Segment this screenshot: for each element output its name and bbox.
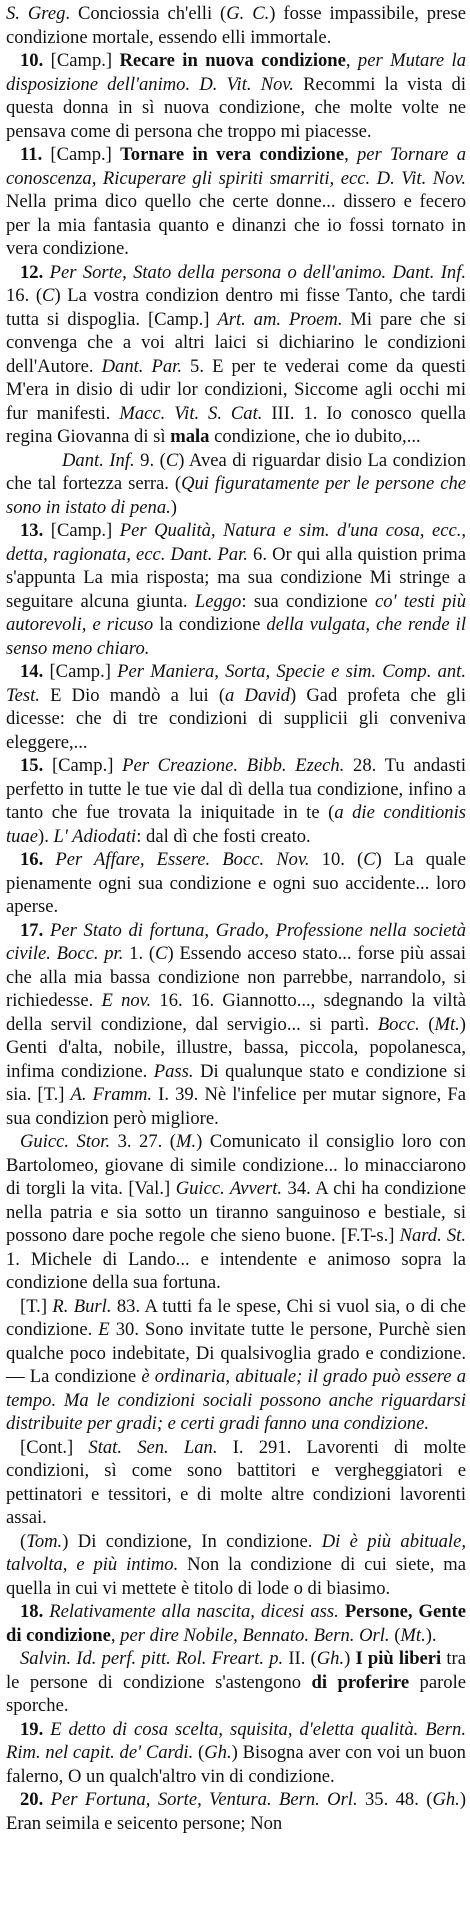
text-run: R. Burl. <box>52 1295 112 1317</box>
text-run: [Cont.] <box>20 1436 89 1458</box>
text-run: condizione, che io dubito,... <box>209 426 421 447</box>
text-run: Gh. <box>432 1789 460 1810</box>
text-run: per Tornare a conoscenza, Ricuperare gli spiriti smarriti, ecc. D. Vit. Nov. <box>6 144 467 189</box>
text-run: , <box>345 50 358 71</box>
text-run: Per Fortuna, Sorte, Ventura. Bern. Orl. <box>50 1789 358 1810</box>
text-run: M. <box>176 1131 197 1152</box>
sense-number: 15. <box>20 755 44 776</box>
text-run: S. Greg <box>6 3 66 24</box>
text-run: 16. ( <box>6 285 43 306</box>
text-run: E <box>98 1319 110 1340</box>
entry-paragraph <box>6 261 466 449</box>
entry-paragraph <box>6 660 466 754</box>
entry-paragraph <box>6 1788 466 1835</box>
text-run: , <box>344 144 357 165</box>
text-run: [Camp.] <box>43 755 123 776</box>
text-run: Per Creazione. Bibb. Ezech. <box>122 755 345 776</box>
text-run: 1. Michele di Lando... e intendente e animoso sopra la condizione della sua fortuna. <box>6 1248 466 1293</box>
text-run: 10. ( <box>309 849 364 870</box>
sense-number: 19. <box>20 1718 44 1740</box>
text-run: : sua condizione <box>241 590 375 612</box>
text-run: ). <box>425 1624 437 1646</box>
text-run <box>43 849 55 870</box>
text-run: E nov. <box>101 990 152 1011</box>
text-run: A. Framm. <box>70 1084 153 1105</box>
entry-paragraph <box>6 49 466 143</box>
text-run: Per Affare, Essere. Bocc. Nov. <box>55 849 310 870</box>
text-run: 34. A chi ha condizione nella patria e sia sotto un tiranno sanguinoso e bestiale, si possono dare poche regole che sieno buone. [F.T-s.] <box>6 1178 467 1246</box>
text-run: 1. ( <box>123 943 156 964</box>
text-run: Gh. <box>316 1648 345 1669</box>
text-run: 35. 48. ( <box>357 1789 433 1810</box>
entry-paragraph <box>6 143 466 261</box>
entry-paragraph <box>6 519 466 660</box>
text-run: Di è più abituale, talvolta, e più intimo. <box>6 1530 466 1575</box>
text-run: 16. 16. Giannotto..., sdegnando la viltà della servil condizione, dal servigio... si partì. <box>6 990 466 1035</box>
text-run: ( <box>389 1624 401 1646</box>
text-run: ) La vostra condizion dentro mi fisse Tanto, che tardi tutta si dispoglia. [Camp.] <box>6 285 466 330</box>
text-run: I. 291. Lavorenti di molte condizioni, sì come sono battitori e vergheggiatori e pettinatori e tessitori, e di molte altre condizioni lavorenti assai. <box>6 1436 466 1528</box>
text-run: Per Qualità, Natura e sim. d'una cosa, ecc., detta, ragionata, ecc. Dant. Par. <box>6 520 467 565</box>
text-run: è ordinaria, abituale; il grado può essere a tempo. Ma le condizioni sociali possono anche riguardarsi distribuite per gradi; e certi gradi fanno una condizione. <box>6 1366 466 1434</box>
text-run: ) Genti d'alta, nobile, illustre, bassa, piccola, popolanesca, infima condizione. <box>6 1013 466 1082</box>
text-run: mala <box>170 426 210 447</box>
entry-paragraph <box>6 1600 466 1647</box>
text-run: Qui figuratamente per le persone che sono in istato di pena. <box>6 473 466 518</box>
text-run: Non la condizione di cui siete, ma quella in cui vi mettete è titolo di lode o di biasimo. <box>6 1554 466 1599</box>
text-run: ) fosse impassibile, prese condizione mortale, essendo elli immortale. <box>6 3 466 48</box>
text-run: [Camp.] <box>43 661 118 682</box>
sense-number: 11. <box>20 144 43 165</box>
text-run: Macc. Vit. S. Cat. <box>119 402 263 424</box>
text-run: [Camp.] <box>42 144 121 165</box>
sense-number: 17. <box>20 919 44 941</box>
sense-number: 13. <box>20 520 44 541</box>
text-run: a David <box>225 684 290 706</box>
entry-paragraph <box>6 1436 466 1530</box>
text-run: 28. Tu andasti perfetto in tutte le tue vie dal dì della tua condizione, infino a tanto che fue trovata la iniquitade in te ( <box>6 755 467 823</box>
text-run: 83. A tutti fa le spese, Chi si vuol sia, o di che condizione. <box>6 1295 466 1340</box>
sense-number: 10. <box>20 50 44 71</box>
text-run: [T.] <box>20 1295 53 1317</box>
text-run: della vulgata, che rende il senso meno chiaro. <box>6 614 466 659</box>
text-run: Mt. <box>400 1624 426 1646</box>
entry-paragraph <box>6 1130 466 1295</box>
text-run: Mi pare che si convenga che a voi altri laici si dichiarino le condizioni dell'Autore. <box>6 308 466 377</box>
text-run: ) Bisogna aver con voi un buon falerno, O un qualch'altro vin di condizione. <box>6 1742 466 1787</box>
text-run: 30. Sono invitate tutte le persone, Purchè sien qualche poco indebitate, Di qualsivoglia grado e condizione. — La condizione <box>6 1319 466 1387</box>
text-run: Tom. <box>26 1530 63 1552</box>
text-run: I. 39. Nè l'infelice per mutar signore, Fa sua condizion però migliore. <box>6 1084 466 1129</box>
text-run: Per Sorte, Stato della persona o dell'animo. Dant. Inf. <box>49 261 467 283</box>
text-run: la condizione <box>153 614 267 635</box>
text-run: co' testi più autorevoli, e ricuso <box>6 590 466 635</box>
entry-paragraph <box>6 1718 466 1789</box>
text-run: : dal dì che fosti creato. <box>136 825 311 847</box>
text-run: per Mutare la disposizione dell'animo. D. Vit. Nov. <box>6 50 467 95</box>
text-run: Mt. <box>434 1013 460 1035</box>
text-run: 6. Or qui alla quistion prima s'appunta La mia risposta; ma sua condizione Mi stringe a seguitare alcuna giunta. <box>6 543 466 612</box>
text-run: L' Adiodati <box>53 825 137 847</box>
text-run: I più liberi <box>355 1648 442 1669</box>
text-run: Bocc. <box>377 1013 420 1035</box>
text-run: ) La quale pienamente ogni sua condizione e ogni suo accidente... loro aperse. <box>6 849 466 917</box>
text-run: Gh. <box>204 1742 232 1763</box>
text-run: ) Di condizione, In condizione. <box>62 1530 322 1552</box>
text-run: Guicc. Stor. <box>20 1131 111 1152</box>
entry-paragraph <box>6 1647 466 1718</box>
entry-paragraph <box>6 1530 466 1601</box>
text-run: ( <box>419 1013 435 1035</box>
text-run: ) <box>344 1648 356 1669</box>
text-run: ) <box>170 496 177 518</box>
entry-paragraph <box>6 449 466 520</box>
text-run: Recommi la vista di questa donna in sì nuova condizione, che molte volte ne pensava come di persona che troppo mi piacesse. <box>6 73 467 142</box>
text-run: Dant. Par. <box>101 355 182 377</box>
text-run: Pass. <box>153 1060 194 1082</box>
text-run: Leggo <box>194 590 242 612</box>
text-run: ). <box>38 825 54 847</box>
text-run: ) Avea di riguardar disio La condizion che tal fortezza serra. ( <box>6 449 466 494</box>
text-run: Di qualunque stato e condizione si sia. [T.] <box>6 1060 466 1105</box>
text-run: C <box>42 285 55 306</box>
text-run: di proferire <box>311 1671 410 1693</box>
text-run: parole sporche. <box>6 1671 466 1716</box>
text-run: ( <box>20 1530 27 1552</box>
text-run: Per Maniera, Sorta, Specie e sim. Comp. ant. Test. <box>6 661 466 706</box>
text-run: III. 1. Io conosco quella regina Giovanna di sì <box>6 402 466 447</box>
text-run <box>43 920 50 941</box>
text-run: ) Essendo acceso stato... forse più assai che alla mia bassa condizione non parrebbe, narrandolo, si richiedesse. <box>6 943 466 1011</box>
text-run: 5. E per te vederai come da questi M'era in disio di udir lor condizioni, Siccome agli occhi mi fur manifesti. <box>6 355 466 424</box>
text-run: E detto di cosa scelta, squisita, d'eletta qualità. Bern. Rim. nel capit. de' Cardi. <box>6 1718 466 1763</box>
entry-paragraph <box>6 848 466 919</box>
text-run: ( <box>193 1742 205 1763</box>
text-run: tra le persone di condizione s'astengono <box>6 1648 466 1693</box>
text-run: Persone, Gente di condizione <box>6 1601 466 1646</box>
sense-number: 14. <box>20 661 44 682</box>
text-run: 9. ( <box>134 449 166 471</box>
text-run: Per Stato di fortuna, Grado, Professione nella società civile. Bocc. pr. <box>6 919 466 964</box>
text-run: Dant. Inf. <box>62 449 135 471</box>
text-run: Nella prima dico quello che certe donne... dissero e fecero per la mia fantasia quanto e dinanzi che io fossi tornato in vera condizione. <box>6 191 466 259</box>
text-run: Recare in nuova condizione <box>119 50 346 71</box>
text-run: ) Gad profeta che gli dicesse: che di tre condizioni di supplicii gli conveniva eleggere,... <box>6 684 466 753</box>
entry-paragraph <box>6 754 466 848</box>
entry-paragraph <box>6 2 466 49</box>
sense-number: 16. <box>20 849 44 870</box>
text-run: Nard. St. <box>399 1225 466 1246</box>
text-run: . Conciossia ch'elli ( <box>65 3 227 24</box>
text-run: [Camp.] <box>43 50 120 71</box>
text-run: 3. 27. ( <box>110 1131 176 1152</box>
text-run <box>43 1789 50 1810</box>
sense-number: 12. <box>20 261 44 283</box>
text-run: E Dio mandò a lui ( <box>39 684 226 706</box>
text-run: ) Comunicato il consiglio loro con Bartolomeo, giovane di simile condizione... lo minacciarono di torgli la vita. [Val.] <box>6 1131 466 1199</box>
entry-paragraph <box>6 1295 466 1436</box>
text-run: C <box>155 943 168 964</box>
text-run: per dire Nobile, Bennato. Bern. Orl. <box>120 1624 390 1646</box>
text-run: II. ( <box>283 1648 317 1669</box>
text-run: G. C. <box>226 3 270 24</box>
entry-paragraph <box>6 919 466 1131</box>
text-run: a die conditionis tuae <box>6 802 466 847</box>
text-run: ) Eran seimila e seicento persone; Non <box>6 1789 467 1834</box>
sense-number: 18. <box>20 1601 44 1622</box>
sense-number: 20. <box>20 1789 44 1810</box>
text-run: Art. am. Proem. <box>217 308 343 330</box>
text-run: Relativamente alla nascita, dicesi ass. <box>49 1601 339 1622</box>
text-run: C <box>363 849 376 870</box>
text-run: [Camp.] <box>43 520 120 541</box>
text-run: Tornare in vera condizione <box>120 144 345 165</box>
text-run: Salvin. Id. perf. pitt. Rol. Freart. p. <box>20 1648 284 1669</box>
text-run: Stat. Sen. Lan. <box>88 1436 218 1458</box>
text-run: Guicc. Avvert. <box>175 1178 283 1199</box>
text-run: C <box>165 449 179 471</box>
text-run: , <box>110 1624 121 1646</box>
